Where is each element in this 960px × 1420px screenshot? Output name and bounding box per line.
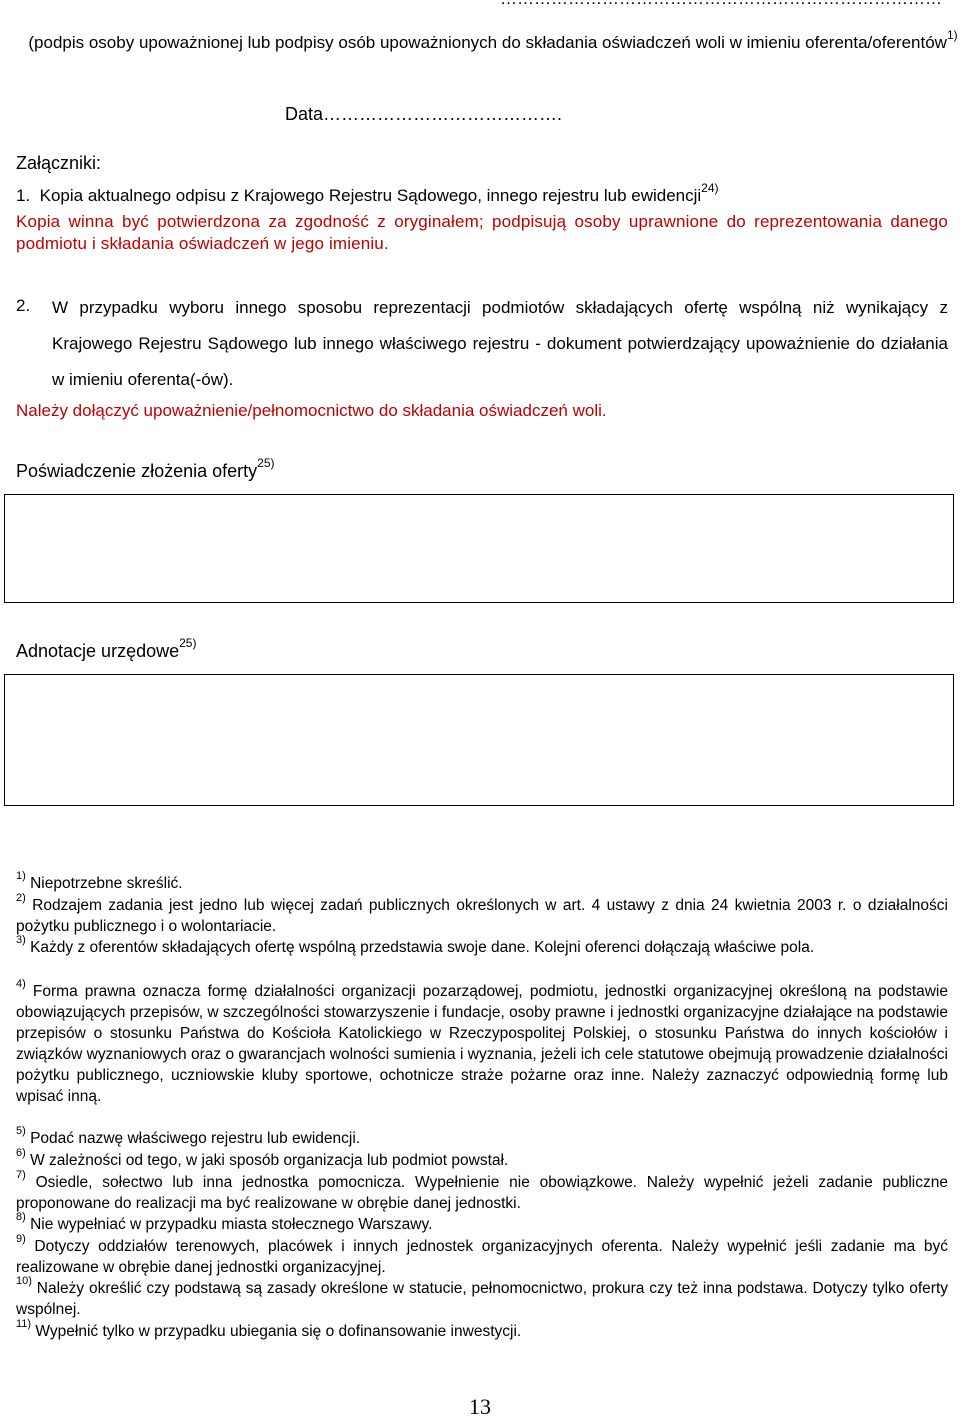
attachment-item-2 bbox=[52, 290, 948, 398]
footnote-ref: 2) bbox=[16, 892, 26, 904]
footnote-11 bbox=[16, 1318, 948, 1342]
footnote-ref: 10) bbox=[16, 1275, 32, 1287]
attachment-item-1 bbox=[16, 181, 948, 207]
date-line: Data…………………………………. bbox=[285, 104, 563, 124]
footnote-2 bbox=[16, 892, 948, 937]
footnote-ref: 6) bbox=[16, 1147, 26, 1159]
footnote-ref: 1) bbox=[946, 28, 958, 42]
signature-dots bbox=[500, 0, 942, 10]
submission-box bbox=[4, 494, 954, 603]
footnote-ref: 25) bbox=[257, 456, 275, 470]
footnote-ref: 7) bbox=[16, 1169, 26, 1181]
footnote-6 bbox=[16, 1147, 948, 1171]
footnote-text: Forma prawna oznacza formę działalności organizacji pozarządowej, podmiotu, jednostki organizacyjnej określoną na podstawie obowiązujących przepisów, w szczególności stowarzyszenie i fundacje, osoby prawne i jednostki organizacyjne działające na podstawie przepisów o stosunku Państwa do Kościoła Katolickiego w Rzeczypospolitej Polskiej, o stosunku Państwa do innych kościołów i związków wyznaniowych oraz o gwarancjach wolności sumienia i wyznania, jeżeli ich cele statutowe obejmują prowadzenie działalności pożytku publicznego, uczniowskie kluby sportowe, ochotnicze straże pożarne oraz inne. Należy zaznaczyć odpowiednią formę lub wpisać inną. bbox=[16, 983, 949, 1105]
footnote-ref: 24) bbox=[701, 181, 719, 195]
attachment-number: 1. bbox=[16, 186, 31, 205]
footnote-ref: 4) bbox=[16, 978, 26, 990]
footnote-text: Rodzajem zadania jest jedno lub więcej zadań publicznych określonych w art. 4 ustawy z dnia 24 kwietnia 2003 r. o działalności pożytku publicznego i o wolontariacie. bbox=[16, 897, 948, 935]
attachments-title: Załączniki: bbox=[16, 153, 102, 173]
attachment-note-2: Należy dołączyć upoważnienie/pełnomocnictwo do składania oświadczeń woli. bbox=[16, 401, 607, 420]
footnote-text: Dotyczy oddziałów terenowych, placówek i innych jednostek organizacyjnych oferenta. Należy wypełnić jeśli zadanie ma być realizowane w obrębie danej jednostki organizacyjnej. bbox=[16, 1238, 948, 1276]
footnote-ref: 5) bbox=[16, 1125, 26, 1137]
footnote-4 bbox=[16, 978, 949, 1107]
footnote-text: Wypełnić tylko w przypadku ubiegania się o dofinansowanie inwestycji. bbox=[35, 1323, 522, 1340]
footnote-ref: 25) bbox=[179, 636, 197, 650]
official-notes-title-text: Adnotacje urzędowe bbox=[16, 641, 180, 661]
footnote-text: W zależności od tego, w jaki sposób organizacja lub podmiot powstał. bbox=[30, 1152, 509, 1169]
footnote-text: Niepotrzebne skreślić. bbox=[30, 875, 183, 892]
footnote-7 bbox=[16, 1169, 948, 1214]
footnote-ref: 11) bbox=[16, 1318, 32, 1330]
submission-title bbox=[16, 456, 275, 482]
footnote-text: Podać nazwę właściwego rejestru lub ewidencji. bbox=[30, 1130, 361, 1147]
attachment-note-1: Kopia winna być potwierdzona za zgodność z oryginałem; podpisują osoby uprawnione do reprezentowania danego podmiotu i składania oświadczeń w jego imieniu. bbox=[16, 212, 948, 253]
footnote-5 bbox=[16, 1125, 948, 1149]
footnote-text: Nie wypełniać w przypadku miasta stołecznego Warszawy. bbox=[30, 1216, 433, 1233]
footnote-3 bbox=[16, 934, 948, 958]
attachment-text: W przypadku wyboru innego sposobu reprezentacji podmiotów składających ofertę wspólną niż wynikający z Krajowego Rejestru Sądowego lub innego właściwego rejestru - dokument potwierdzający upoważnienie do działania w imieniu oferenta(-ów). bbox=[52, 298, 948, 389]
official-notes-title bbox=[16, 636, 197, 662]
footnote-ref: 3) bbox=[16, 934, 26, 946]
footnote-8 bbox=[16, 1211, 948, 1235]
attachment-number-2: 2. bbox=[16, 296, 31, 315]
attachment-text: Kopia aktualnego odpisu z Krajowego Rejestru Sądowego, innego rejestru lub ewidencji bbox=[39, 186, 702, 205]
footnote-ref: 9) bbox=[16, 1233, 26, 1245]
signature-caption bbox=[28, 28, 958, 54]
official-notes-box bbox=[4, 674, 954, 806]
submission-title-text: Poświadczenie złożenia oferty bbox=[16, 461, 258, 481]
footnote-1 bbox=[16, 870, 948, 894]
footnote-text: Należy określić czy podstawą są zasady określone w statucie, pełnomocnictwo, prokura czy też inna podstawa. Dotyczy tylko oferty wspólnej. bbox=[16, 1280, 949, 1318]
footnote-10 bbox=[16, 1275, 949, 1320]
footnote-9 bbox=[16, 1233, 948, 1278]
page-number: 13 bbox=[469, 1394, 491, 1419]
footnote-text: Osiedle, sołectwo lub inna jednostka pomocnicza. Wypełnienie nie obowiązkowe. Należy wypełnić jeżeli zadanie publiczne proponowane do realizacji ma być realizowane w obrębie danej jednostki. bbox=[16, 1174, 948, 1212]
footnote-ref: 1) bbox=[16, 870, 26, 882]
footnote-text: Każdy z oferentów składających ofertę wspólną przedstawia swoje dane. Kolejni oferenci dołączają właściwe pola. bbox=[30, 939, 815, 956]
footnote-ref: 8) bbox=[16, 1211, 26, 1223]
signature-caption-text: (podpis osoby upoważnionej lub podpisy osób upoważnionych do składania oświadczeń woli w imieniu oferenta/oferentów bbox=[28, 33, 947, 52]
